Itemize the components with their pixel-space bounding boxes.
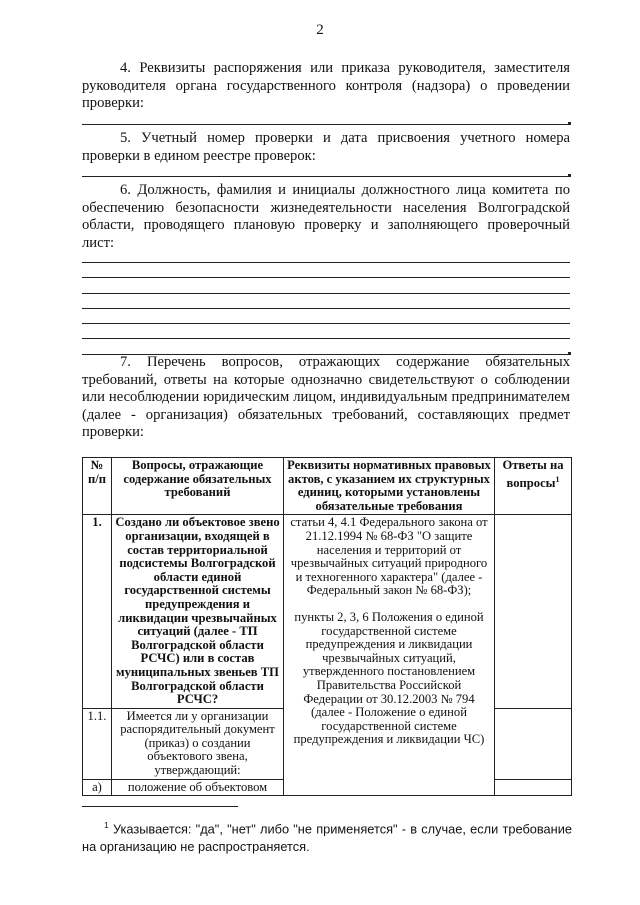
answer-cell[interactable] [495,708,572,779]
fill-line-6f [82,338,570,339]
requisites-part-2: пункты 2, 3, 6 Положения о единой государственной системе предупреждения и ликвидации чрезвычайных ситуаций, утвержденного постановлением Правительства Российской Федерации от 30.12.2003 № 794 (далее - Положение о единой государственной системе предупреждения и ликвидации ЧС) [293,609,485,747]
section-5 [82,130,570,165]
fill-line-6a [82,262,570,263]
header-questions: Вопросы, отражающие содержание обязательных требований [112,458,284,515]
footnote-mark: 1 [104,820,109,830]
section-5-text: 5. Учетный номер проверки и дата присвоения учетного номера проверки в едином реестре проверок: [82,130,570,164]
table-header-row [83,458,572,515]
requisites-part-1: статьи 4, 4.1 Федерального закона от 21.12.1994 № 68-ФЗ "О защите населения и территорий от чрезвычайных ситуаций природного и техногенного характера" (далее - Федеральный закон № 68-ФЗ); [290,515,488,598]
row-question: положение об объектовом [112,779,284,796]
table-row [83,515,572,708]
section-6-text: 6. Должность, фамилия и инициалы должностного лица комитета по обеспечению безопасности жизнедеятельности населения Волгоградской области, проводящего плановую проверку и заполняющего проверочный лист: [82,182,570,251]
fill-line-6c [82,293,570,294]
answer-cell[interactable] [495,515,572,708]
fill-line-5 [82,176,570,177]
footnote-ref: 1 [555,474,560,484]
section-4 [82,60,570,113]
line-end-mark [568,122,571,125]
fill-line-6b [82,277,570,278]
header-requisites: Реквизиты нормативных правовых актов, с указанием их структурных единиц, которыми установлены обязательные требования [284,458,495,515]
requisites-gap [287,598,491,611]
fill-line-6e [82,323,570,324]
row-num: 1. [83,515,112,708]
row-num: а) [83,779,112,796]
row-question: Создано ли объектовое звено организации, входящей в состав территориальной подсистемы Волгоградской области единой государственной системы предупреждения и ликвидации чрезвычайных ситуаций (далее - ТП Волгоградской области РСЧС) или в состав муниципальных звеньев ТП Волгоградской области РСЧС? [112,515,284,708]
row-requisites [284,515,495,796]
page-number: 2 [316,22,324,38]
section-4-text: 4. Реквизиты распоряжения или приказа руководителя, заместителя руководителя органа государственного контроля (надзора) о проведении проверки: [82,60,570,112]
section-6 [82,182,570,252]
header-answers [495,458,572,515]
footnote [82,816,572,856]
row-question: Имеется ли у организации распорядительный документ (приказ) о создании объектового звена, утверждающий: [112,708,284,779]
footnote-separator [82,806,238,807]
line-end-mark [568,174,571,177]
requirements-table [82,457,572,796]
fill-line-4 [82,124,570,125]
section-7-text: 7. Перечень вопросов, отражающих содержание обязательных требований, ответы на которые однозначно свидетельствуют о соблюдении или несоблюдении юридическим лицом, индивидуальным предпринимателем (далее - организация) обязательных требований, составляющих предмет проверки: [82,354,570,441]
answer-cell[interactable] [495,779,572,796]
section-7 [82,354,570,442]
footnote-text: Указывается: "да", "нет" либо "не применяется" - в случае, если требование на организацию не распространяется. [82,821,572,855]
header-answers-label: Ответы на вопросы [502,458,564,490]
row-num: 1.1. [83,708,112,779]
fill-line-6d [82,308,570,309]
header-num: № п/п [83,458,112,515]
